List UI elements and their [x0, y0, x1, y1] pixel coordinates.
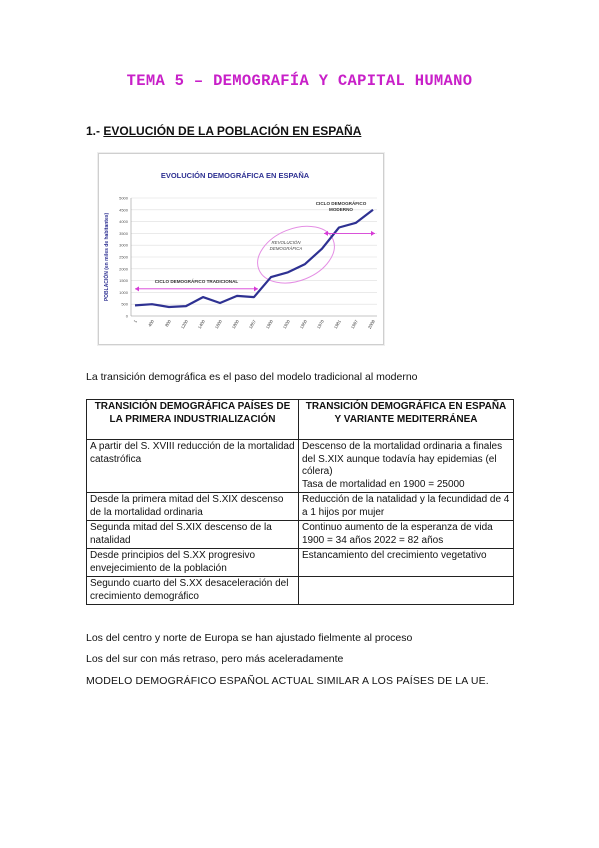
- paragraph-north-europe: Los del centro y norte de Europa se han ajustado fielmente al proceso: [86, 632, 413, 644]
- annotation-modern-line: CICLO DEMOGRÁFICO: [315, 201, 367, 207]
- x-tick-label: 1981: [332, 319, 342, 330]
- section-title: EVOLUCIÓN DE LA POBLACIÓN EN ESPAÑA: [103, 124, 362, 138]
- header-spain-mediterranean: TRANSICIÓN DEMOGRÁFICA EN ESPAÑA Y VARIANTE MEDITERRÁNEA: [299, 400, 514, 440]
- x-tick-label: 1900: [264, 319, 274, 330]
- traditional-arrow-head-right: [254, 286, 258, 291]
- x-tick-label: 800: [164, 319, 172, 328]
- traditional-arrow-head-left: [135, 286, 139, 291]
- table-row: [87, 521, 514, 549]
- x-tick-label: 2008: [366, 319, 376, 330]
- section-number: 1.-: [86, 124, 101, 138]
- table-header-row: [87, 400, 514, 440]
- intro-text: La transición demográfica es el paso del modelo tradicional al moderno: [86, 371, 418, 383]
- x-tick-label: 1: [132, 319, 138, 324]
- y-tick-label: 3000: [119, 242, 128, 248]
- annotation-traditional: CICLO DEMOGRÁFICO TRADICIONAL: [154, 278, 239, 284]
- cell-spain-mediterranean: Continuo aumento de la esperanza de vida 1900 = 34 años 2022 = 82 años: [299, 521, 514, 549]
- x-tick-label: 1200: [179, 319, 189, 330]
- y-tick-label: 2500: [119, 254, 128, 260]
- cell-spain-mediterranean: Reducción de la natalidad y la fecundidad de 4 a 1 hijos por mujer: [299, 493, 514, 521]
- y-tick-label: 1500: [119, 278, 128, 284]
- chart-svg: [99, 154, 385, 346]
- y-tick-label: 4000: [119, 219, 128, 225]
- cell-spain-mediterranean: Descenso de la mortalidad ordinaria a finales del S.XIX aunque todavía hay epidemias (el cólera) Tasa de mortalidad en 1900 = 25000: [299, 440, 514, 493]
- table-row: [87, 549, 514, 577]
- x-tick-label: 1997: [349, 319, 359, 330]
- population-chart: [98, 153, 384, 345]
- modern-arrow-head-right: [371, 231, 375, 236]
- cell-first-industrialization: Segundo cuarto del S.XX desaceleración del crecimiento demográfico: [87, 577, 299, 605]
- table-row: [87, 493, 514, 521]
- cell-spain-mediterranean: [299, 577, 514, 605]
- table-body: [87, 440, 514, 605]
- cell-first-industrialization: Desde principios del S.XX progresivo envejecimiento de la población: [87, 549, 299, 577]
- x-tick-label: 1950: [298, 319, 308, 330]
- cell-first-industrialization: Segunda mitad del S.XIX descenso de la natalidad: [87, 521, 299, 549]
- cell-first-industrialization: Desde la primera mitad del S.XIX descenso de la mortalidad ordinaria: [87, 493, 299, 521]
- x-tick-label: 1970: [315, 319, 325, 330]
- paragraph-south-europe: Los del sur con más retraso, pero más aceleradamente: [86, 653, 344, 665]
- cell-spain-mediterranean: Estancamiento del crecimiento vegetativo: [299, 549, 514, 577]
- y-tick-label: 2000: [119, 266, 128, 272]
- x-tick-label: 400: [147, 319, 155, 328]
- section-heading: [86, 124, 361, 138]
- y-tick-label: 5000: [119, 195, 128, 201]
- cell-first-industrialization: A partir del S. XVIII reducción de la mortalidad catastrófica: [87, 440, 299, 493]
- header-first-industrialization: TRANSICIÓN DEMOGRÁFICA PAÍSES DE LA PRIMERA INDUSTRIALIZACIÓN: [87, 400, 299, 440]
- chart-title: EVOLUCIÓN DEMOGRÁFICA EN ESPAÑA: [160, 171, 310, 180]
- revolution-ellipse: [249, 216, 343, 294]
- annotation-revolution-line: REVOLUCIÓN: [271, 240, 301, 246]
- y-tick-label: 1000: [119, 289, 128, 295]
- y-tick-label: 4500: [119, 207, 128, 213]
- y-tick-label: 3500: [119, 230, 128, 236]
- chart-ylabel: POBLACIÓN (en miles de habitantes): [104, 212, 110, 302]
- y-tick-label: 500: [121, 301, 128, 307]
- annotation-modern-line: MODERNO: [329, 207, 353, 213]
- document-title: TEMA 5 – DEMOGRAFÍA Y CAPITAL HUMANO: [126, 72, 473, 90]
- table-row: [87, 577, 514, 605]
- x-tick-label: 1400: [196, 319, 206, 330]
- x-tick-label: 1800: [230, 319, 240, 330]
- paragraph-spanish-model: MODELO DEMOGRÁFICO ESPAÑOL ACTUAL SIMILAR A LOS PAÍSES DE LA UE.: [86, 675, 489, 687]
- x-tick-label: 1857: [247, 319, 257, 330]
- comparison-table: [86, 399, 514, 605]
- x-tick-label: 1930: [281, 319, 291, 330]
- y-tick-label: 0: [125, 313, 128, 319]
- table-row: [87, 440, 514, 493]
- annotation-revolution-line: DEMOGRÁFICA: [269, 246, 303, 252]
- x-tick-label: 1600: [213, 319, 223, 330]
